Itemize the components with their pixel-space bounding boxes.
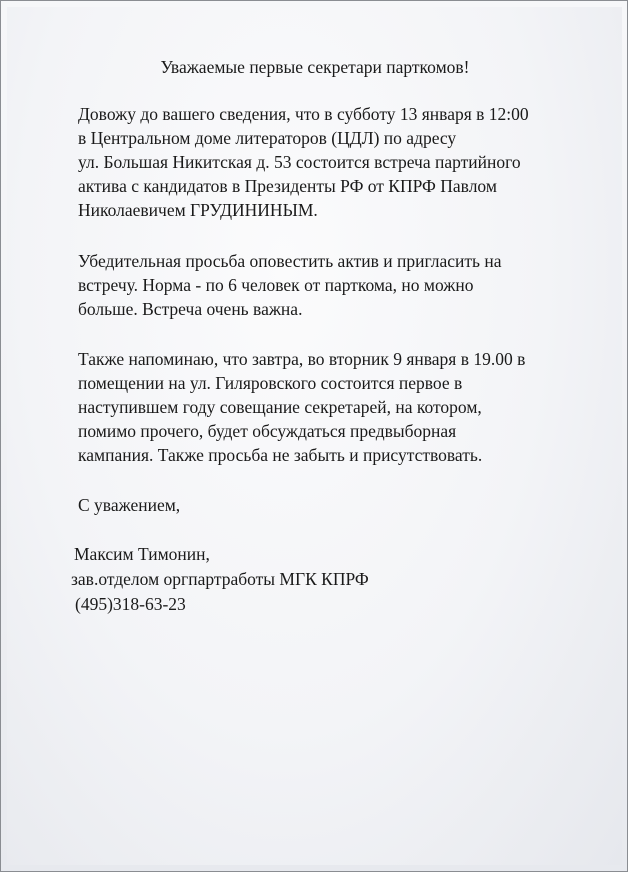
paragraph-line: помещении на ул. Гиляровского состоится первое в	[78, 373, 463, 393]
paragraph-line: актива с кандидатов в Президенты РФ от КПРФ Павлом	[78, 176, 497, 196]
paragraph-line: помимо прочего, будет обсуждаться предвыборная	[78, 421, 457, 441]
paragraph-line: кампания. Также просьба не забыть и присутствовать.	[78, 445, 483, 465]
paragraph-line: встречу. Норма - по 6 человек от парткома, но можно	[78, 275, 474, 295]
paragraph-line: Также напоминаю, что завтра, во вторник 9 января в 19.00 в	[78, 349, 526, 369]
paragraph-line: наступившем году совещание секретарей, на котором,	[78, 397, 482, 417]
signature-name: Максим Тимонин,	[74, 544, 210, 564]
paragraph-line: Николаевичем ГРУДИНИНЫМ.	[78, 200, 318, 220]
signature-phone: (495)318-63-23	[75, 594, 186, 614]
paragraph-line: ул. Большая Никитская д. 53 состоится встреча партийного	[78, 152, 521, 172]
paragraph-line: больше. Встреча очень важна.	[78, 299, 303, 319]
paragraph-line: в Центральном доме литераторов (ЦДЛ) по адресу	[78, 128, 457, 148]
letter-closing: С уважением,	[78, 495, 181, 515]
paragraph-line: Довожу до вашего сведения, что в субботу 13 января в 12:00	[78, 104, 529, 124]
signature-position: зав.отделом оргпартработы МГК КПРФ	[71, 569, 369, 589]
letter-greeting: Уважаемые первые секретари парткомов!	[160, 57, 470, 77]
paragraph-line: Убедительная просьба оповестить актив и пригласить на	[78, 251, 502, 271]
